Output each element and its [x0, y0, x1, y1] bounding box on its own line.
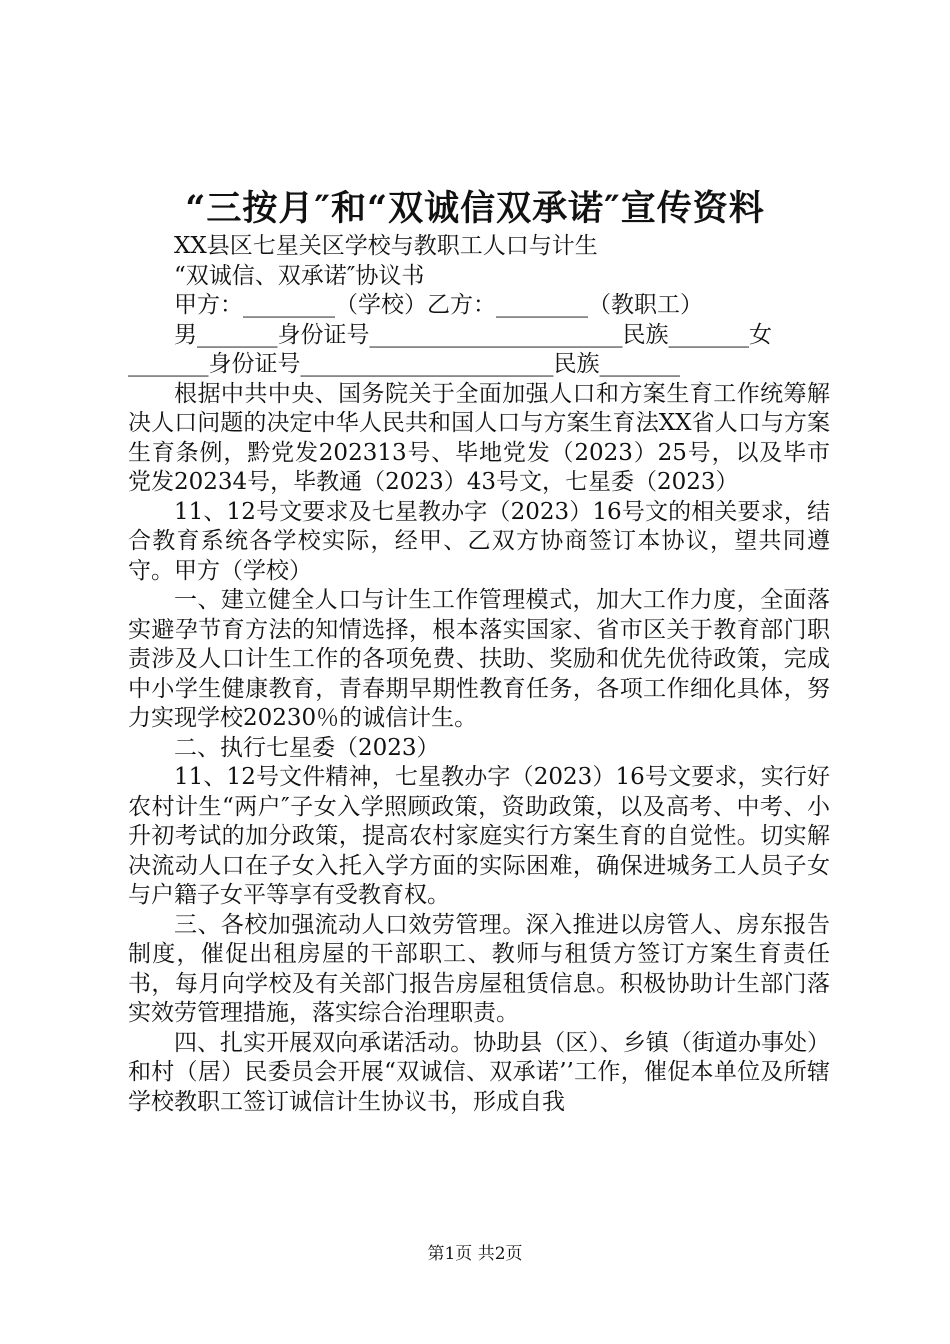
- page-number-footer: 第1页 共2页: [427, 1244, 523, 1264]
- party-line: 甲方：________（学校）乙方：________（教职工）: [174, 292, 703, 318]
- paragraph-section-three: 三、各校加强流动人口效劳管理。深入推进以房管人、房东报告制度，催促出租房屋的干部职工、教师与租赁方签订方案生育责任书，每月向学校及有关部门报告房屋租赁信息。积极协助计生部门落实效劳管理措施，落实综合治理职责。: [128, 911, 830, 1026]
- subtitle-line-2: “双诚信、双承诺″协议书: [174, 262, 425, 289]
- paragraph-section-two-heading: 二、执行七星委（2023）: [174, 734, 440, 761]
- paragraph-legal-basis: 根据中共中央、国务院关于全面加强人口和方案生育工作统筹解决人口问题的决定中华人民共和国人口与方案生育法XX省人口与方案生育条例，黔党发202313号、毕地党发（2023）25号，以及毕市党发20234号，毕教通（2023）43号文，七星委（2023）: [128, 380, 830, 495]
- subtitle-line-1: XX县区七星关区学校与教职工人口与计生: [174, 233, 598, 259]
- female-id-line: _______身份证号______________________民族_______: [128, 351, 680, 377]
- paragraph-section-two: 11、12号文件精神，七星教办字（2023）16号文要求，实行好农村计生“两户″子女入学照顾政策，资助政策，以及高考、中考、小升初考试的加分政策，提高农村家庭实行方案生育的自觉性。切实解决流动人口在子女入托入学方面的实际困难，确保进城务工人员子女与户籍子女平等享有受教育权。: [128, 764, 830, 908]
- paragraph-requirements: 11、12号文要求及七星教办字（2023）16号文的相关要求，结合教育系统各学校实际，经甲、乙双方协商签订本协议，望共同遵守。甲方（学校）: [128, 498, 830, 584]
- document-title: “三按月″和“双诚信双承诺″宣传资料: [185, 188, 765, 229]
- paragraph-section-one: 一、建立健全人口与计生工作管理模式，加大工作力度，全面落实避孕节育方法的知情选择，根本落实国家、省市区关于教育部门职责涉及人口计生工作的各项免费、扶助、奖励和优先优待政策，完成中小学生健康教育，青春期早期性教育任务，各项工作细化具体，努力实现学校20230％的诚信计生。: [128, 587, 830, 731]
- paragraph-section-four: 四、扎实开展双向承诺活动。协助县（区）、乡镇（街道办事处）和村（居）民委员会开展“双诚信、双承诺’’工作，催促本单位及所辖学校教职工签订诚信计生协议书，形成自我: [128, 1029, 830, 1115]
- document-body: [128, 232, 830, 1117]
- male-id-line: 男_______身份证号______________________民族_______女: [174, 321, 772, 348]
